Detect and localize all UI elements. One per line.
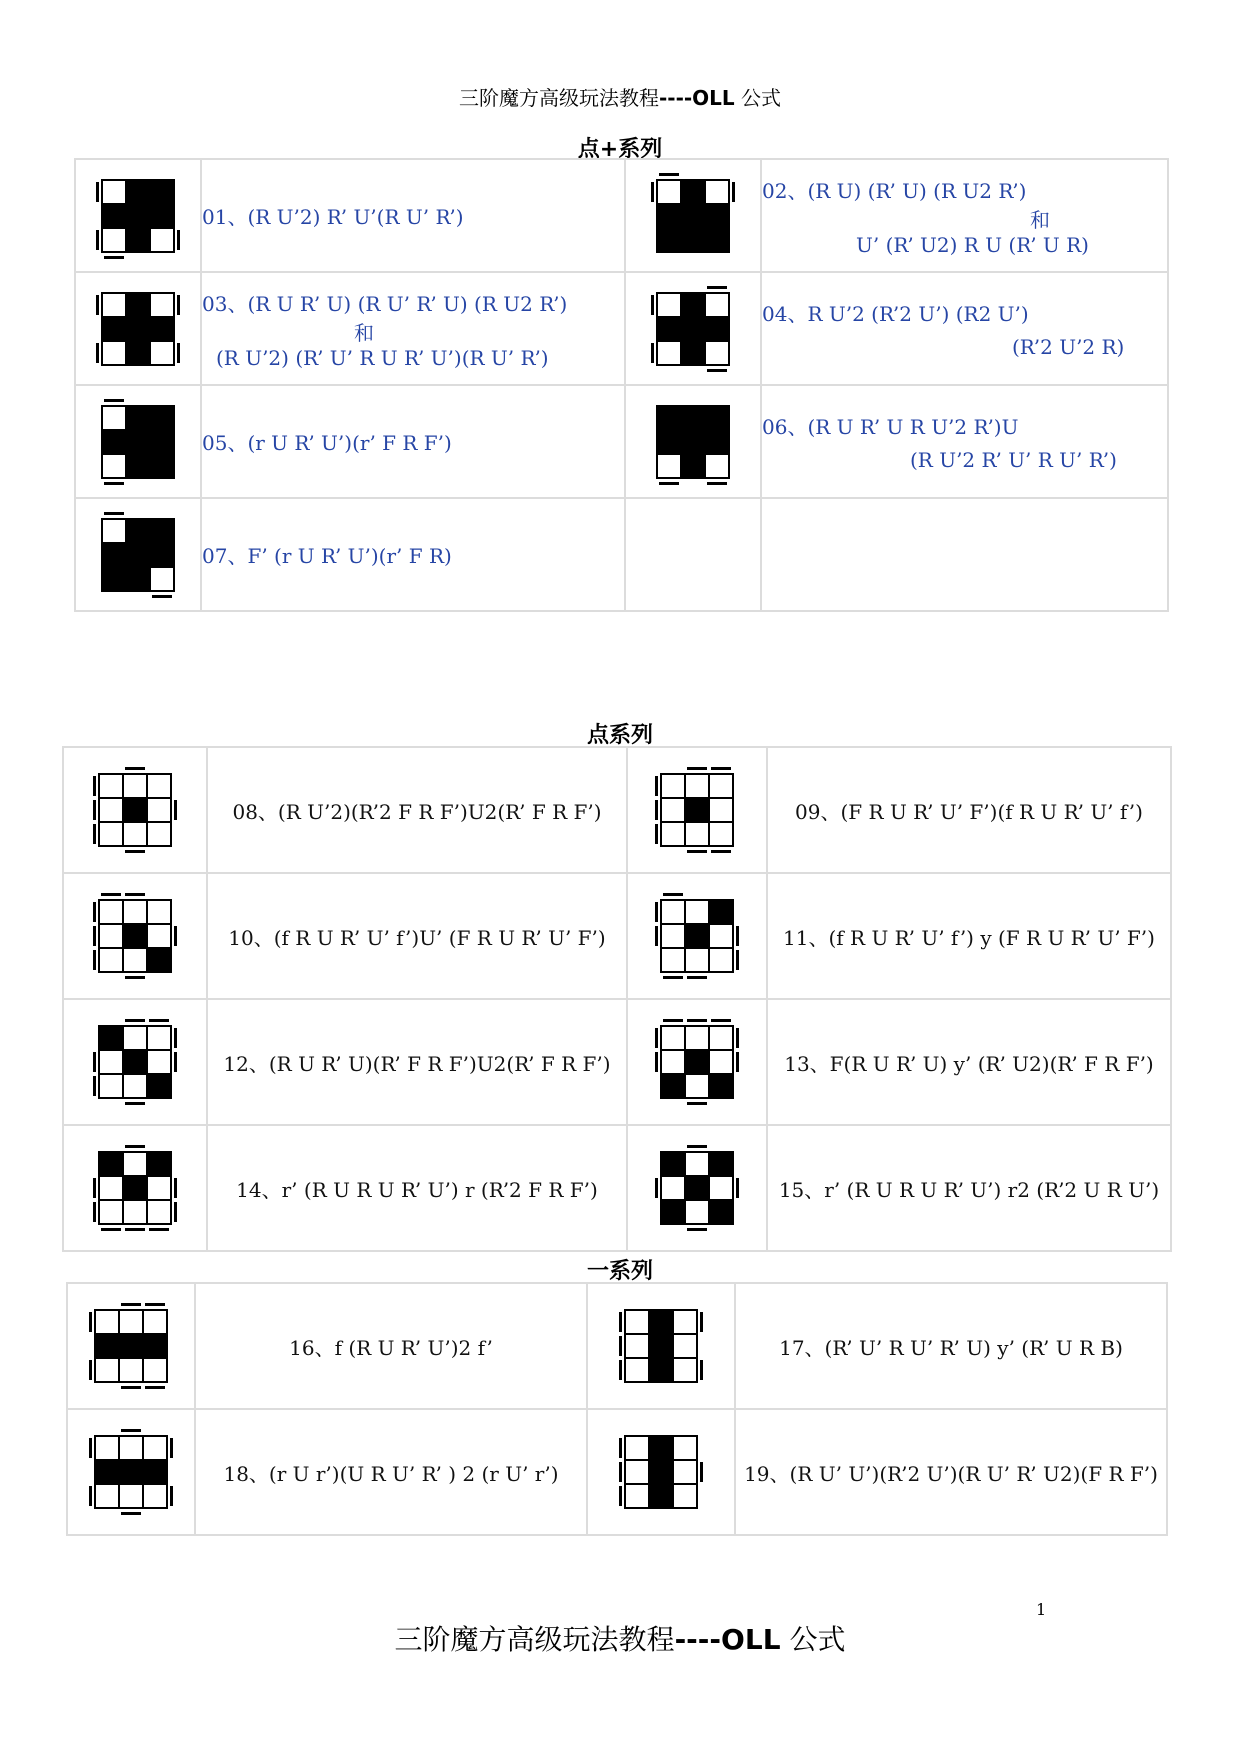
formula-cell-17	[735, 1283, 1167, 1409]
pattern-07	[75, 498, 201, 611]
formula-14: 14、r’ (R U R U R’ U’) r (R’2 F R F’)	[236, 1177, 598, 1202]
pattern-14	[63, 1125, 207, 1251]
formula-06-line2: (R U’2 R’ U’ R U’ R’)	[910, 448, 1117, 472]
empty-cell-a	[625, 498, 761, 611]
cube-icon-16	[85, 1300, 177, 1392]
formula-cell-14	[207, 1125, 627, 1251]
header-title-oll: ----OLL	[658, 86, 735, 110]
formula-16: 16、f (R U R’ U’)2 f’	[289, 1335, 493, 1360]
header-title-tail: 公式	[734, 86, 782, 110]
cube-icon-01	[92, 170, 184, 262]
cube-icon-19	[615, 1426, 707, 1518]
section-title-dot: 点系列	[586, 723, 653, 748]
cube-icon-13	[651, 1016, 743, 1108]
formula-10: 10、(f R U R’ U’ f’)U’ (F R U R’ U’ F’)	[228, 925, 606, 950]
dot-table	[62, 746, 1172, 1252]
formula-06-line1: 06、(R U R’ U R U’2 R’)U	[762, 415, 1019, 439]
pattern-16	[67, 1283, 195, 1409]
pattern-17	[587, 1283, 735, 1409]
footer-title-oll: ----OLL	[674, 1623, 781, 1656]
pattern-04	[625, 272, 761, 385]
cube-icon-03	[92, 283, 184, 375]
formula-cell-03	[201, 272, 625, 385]
formula-18: 18、(r U r’)(U R U’ R’ ) 2 (r U’ r’)	[223, 1461, 559, 1486]
pattern-10	[63, 873, 207, 999]
footer-title-tail: 公式	[780, 1623, 846, 1656]
formula-cell-12	[207, 999, 627, 1125]
formula-08: 08、(R U’2)(R’2 F R F’)U2(R’ F R F’)	[232, 799, 602, 824]
pattern-12	[63, 999, 207, 1125]
formula-cell-02	[761, 159, 1168, 272]
formula-cell-04	[761, 272, 1168, 385]
pattern-06	[625, 385, 761, 498]
formula-09: 09、(F R U R’ U’ F’)(f R U R’ U’ f’)	[795, 799, 1143, 824]
pattern-05	[75, 385, 201, 498]
pattern-08	[63, 747, 207, 873]
pattern-13	[627, 999, 767, 1125]
pattern-18	[67, 1409, 195, 1535]
cube-icon-02	[647, 170, 739, 262]
cube-icon-12	[89, 1016, 181, 1108]
formula-02-line3: U’ (R’ U2) R U (R’ U R)	[856, 232, 1089, 257]
formula-15: 15、r’ (R U R U R’ U’) r2 (R’2 U R U’)	[778, 1177, 1160, 1202]
formula-17: 17、(R’ U’ R U’ R’ U) y’ (R’ U R B)	[779, 1335, 1123, 1360]
line-table	[66, 1282, 1168, 1536]
formula-04-line2: (R’2 U’2 R)	[1012, 335, 1125, 359]
formula-13: 13、F(R U R’ U) y’ (R’ U2)(R’ F R F’)	[784, 1051, 1154, 1076]
formula-cell-10	[207, 873, 627, 999]
pattern-15	[627, 1125, 767, 1251]
cube-icon-09	[651, 764, 743, 856]
cube-icon-07	[92, 509, 184, 601]
formula-cell-11	[767, 873, 1171, 999]
empty-cell-b	[761, 498, 1168, 611]
pattern-19	[587, 1409, 735, 1535]
footer-title-cn: 三阶魔方高级玩法教程	[394, 1623, 675, 1656]
formula-02-line2: 和	[1030, 207, 1050, 232]
section-title-line: 一系列	[586, 1259, 653, 1284]
pattern-11	[627, 873, 767, 999]
formula-cell-18	[195, 1409, 587, 1535]
page-header	[0, 82, 1240, 111]
pattern-03	[75, 272, 201, 385]
cube-icon-18	[85, 1426, 177, 1518]
formula-cell-19	[735, 1409, 1167, 1535]
formula-03-line1: 03、(R U R’ U) (R U’ R’ U) (R U2 R’)	[202, 291, 568, 316]
formula-cell-07	[201, 498, 625, 611]
formula-04-line1: 04、R U’2 (R’2 U’) (R2 U’)	[762, 302, 1029, 326]
formula-cell-16	[195, 1283, 587, 1409]
page-number: 1	[1036, 1600, 1047, 1619]
formula-01: 01、(R U’2) R’ U’(R U’ R’)	[202, 205, 464, 229]
formula-02-line1: 02、(R U) (R’ U) (R U2 R’)	[762, 178, 1027, 203]
cube-icon-17	[615, 1300, 707, 1392]
cube-icon-05	[92, 396, 184, 488]
formula-cell-13	[767, 999, 1171, 1125]
pattern-01	[75, 159, 201, 272]
pattern-09	[627, 747, 767, 873]
formula-03-line3: (R U’2) (R’ U’ R U R’ U’)(R U’ R’)	[216, 345, 549, 370]
formula-19: 19、(R U’ U’)(R’2 U’)(R U’ R’ U2)(F R F’)	[744, 1461, 1158, 1486]
formula-cell-01	[201, 159, 625, 272]
cube-icon-06	[647, 396, 739, 488]
formula-12: 12、(R U R’ U)(R’ F R F’)U2(R’ F R F’)	[223, 1051, 611, 1076]
formula-cell-15	[767, 1125, 1171, 1251]
page-footer	[0, 1618, 1240, 1658]
formula-cell-06	[761, 385, 1168, 498]
header-title-cn: 三阶魔方高级玩法教程	[458, 86, 659, 110]
formula-cell-08	[207, 747, 627, 873]
dot-plus-table	[74, 158, 1169, 612]
formula-05: 05、(r U R’ U’)(r’ F R F’)	[202, 431, 452, 455]
formula-11: 11、(f R U R’ U’ f’) y (F R U R’ U’ F’)	[783, 925, 1155, 950]
formula-cell-05	[201, 385, 625, 498]
cube-icon-08	[89, 764, 181, 856]
cube-icon-15	[651, 1142, 743, 1234]
section-title-dot-plus: 点+系列	[577, 137, 663, 162]
formula-03-line2: 和	[354, 320, 374, 345]
cube-icon-10	[89, 890, 181, 982]
cube-icon-04	[647, 283, 739, 375]
cube-icon-11	[651, 890, 743, 982]
formula-cell-09	[767, 747, 1171, 873]
pattern-02	[625, 159, 761, 272]
formula-07: 07、F’ (r U R’ U’)(r’ F R)	[202, 544, 452, 568]
cube-icon-14	[89, 1142, 181, 1234]
